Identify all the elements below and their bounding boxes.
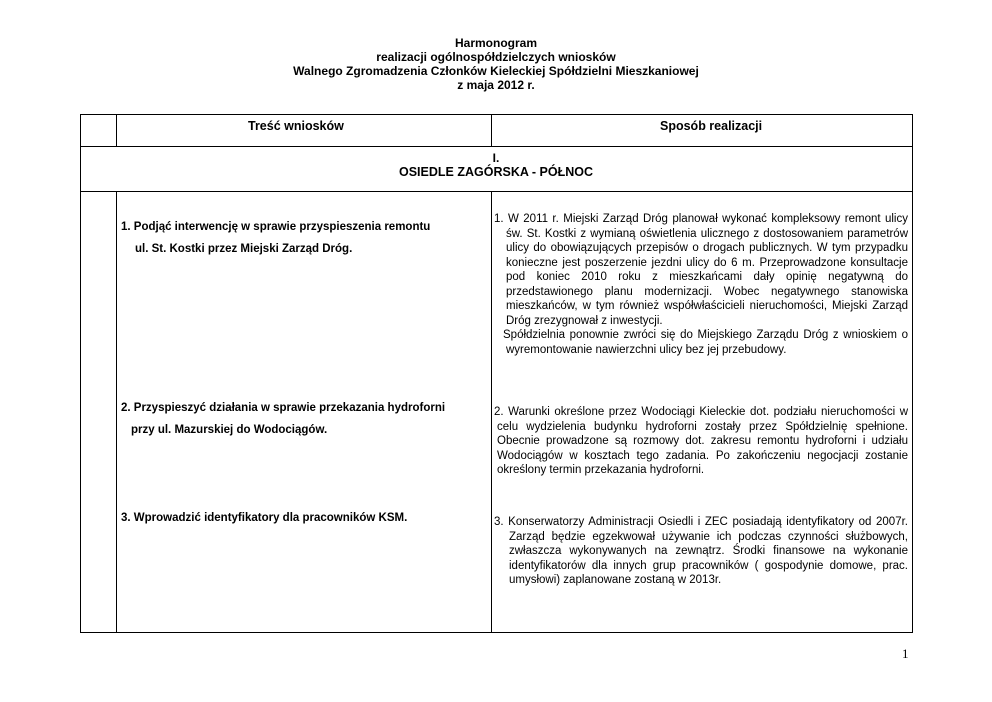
body-column-divider-2 (491, 191, 492, 633)
body-column-divider-1 (116, 191, 117, 633)
response-paragraph: 1. W 2011 r. Miejski Zarząd Dróg planował wykonać kompleksowy remont ulicy św. St. Kostki z wymianą oświetlenia ulicznego z dostosowaniem parametrów ulicy do obowiązujących przepisów o drogach publicznych. W tym przypadku konieczne jest poszerzenie jezdni ulicy do 6 m. Przeprowadzone konsultacje pod koniec 2010 roku z mieszkańcami dały opinię negatywną do przedstawionego planu modernizacji. Wobec negatywnego stanowiska mieszkańców, w tym również współwłaścicieli nieruchomości, Miejski Zarząd Dróg zrezygnował z inwestycji. (494, 213, 908, 327)
table-right-border (912, 114, 913, 633)
response-item-3 (494, 515, 908, 588)
response-paragraph: 2. Warunki określone przez Wodociągi Kieleckie dot. podziału nieruchomości w celu wydzielenia budynku hydroforni zostały przez Spółdzielnię spełnione. Obecnie prowadzone są rozmowy dot. zakresu remontu hydroforni i udziału Wodociągów w kosztach tego zadania. Po zakończeniu negocjacji zostanie określony termin przekazania hydroforni. (494, 406, 908, 476)
column-header-requests: Treść wniosków (248, 119, 344, 133)
table-bottom-border (80, 632, 913, 633)
request-line: 2. Przyspieszyć działania w sprawie przekazania hydroforni (121, 402, 446, 414)
request-item-2 (121, 397, 491, 441)
section-number: I. (492, 151, 500, 165)
request-line: ul. St. Kostki przez Miejski Zarząd Dróg. (135, 243, 353, 255)
request-line: przy ul. Mazurskiej do Wodociągów. (131, 424, 328, 436)
response-item-2 (494, 405, 908, 478)
table-left-border (80, 114, 81, 633)
document-subtitle-line-2: Walnego Zgromadzenia Członków Kieleckiej Spółdzielni Mieszkaniowej (293, 64, 699, 78)
header-bottom-border (80, 146, 913, 147)
request-item-3 (121, 507, 481, 529)
document-subtitle-line-3: z maja 2012 r. (457, 78, 535, 92)
response-paragraph: Spółdzielnia ponownie zwróci się do Miejskiego Zarządu Dróg z wnioskiem o wyremontowanie nawierzchni ulicy bez jej przebudowy. (503, 329, 908, 356)
header-column-divider-1 (116, 114, 117, 147)
document-subtitle-line-1: realizacji ogólnospółdzielczych wniosków (376, 50, 616, 64)
header-column-divider-2 (491, 114, 492, 147)
response-item-1 (494, 212, 908, 357)
table-top-border (80, 114, 913, 115)
response-paragraph: 3. Konserwatorzy Administracji Osiedli i ZEC posiadają identyfikatory od 2007r. Zarząd będzie egzekwował używanie ich podczas czynności służbowych, zwłaszcza wykonywanych na zewnątrz. Środki finansowe na wykonanie identyfikatorów dla innych grup pracowników ( gospodynie domowe, prac. umysłowi) zaplanowane zostaną w 2013r. (494, 516, 908, 586)
request-line: 1. Podjąć interwencję w sprawie przyspieszenia remontu (121, 221, 431, 233)
document-title: Harmonogram (454, 36, 537, 50)
page-number: 1 (902, 646, 909, 661)
section-bottom-border (80, 191, 913, 192)
request-item-1 (121, 216, 481, 260)
section-name: OSIEDLE ZAGÓRSKA - PÓŁNOC (399, 165, 593, 179)
request-line: 3. Wprowadzić identyfikatory dla pracowników KSM. (121, 512, 408, 524)
column-header-implementation: Sposób realizacji (660, 119, 763, 133)
